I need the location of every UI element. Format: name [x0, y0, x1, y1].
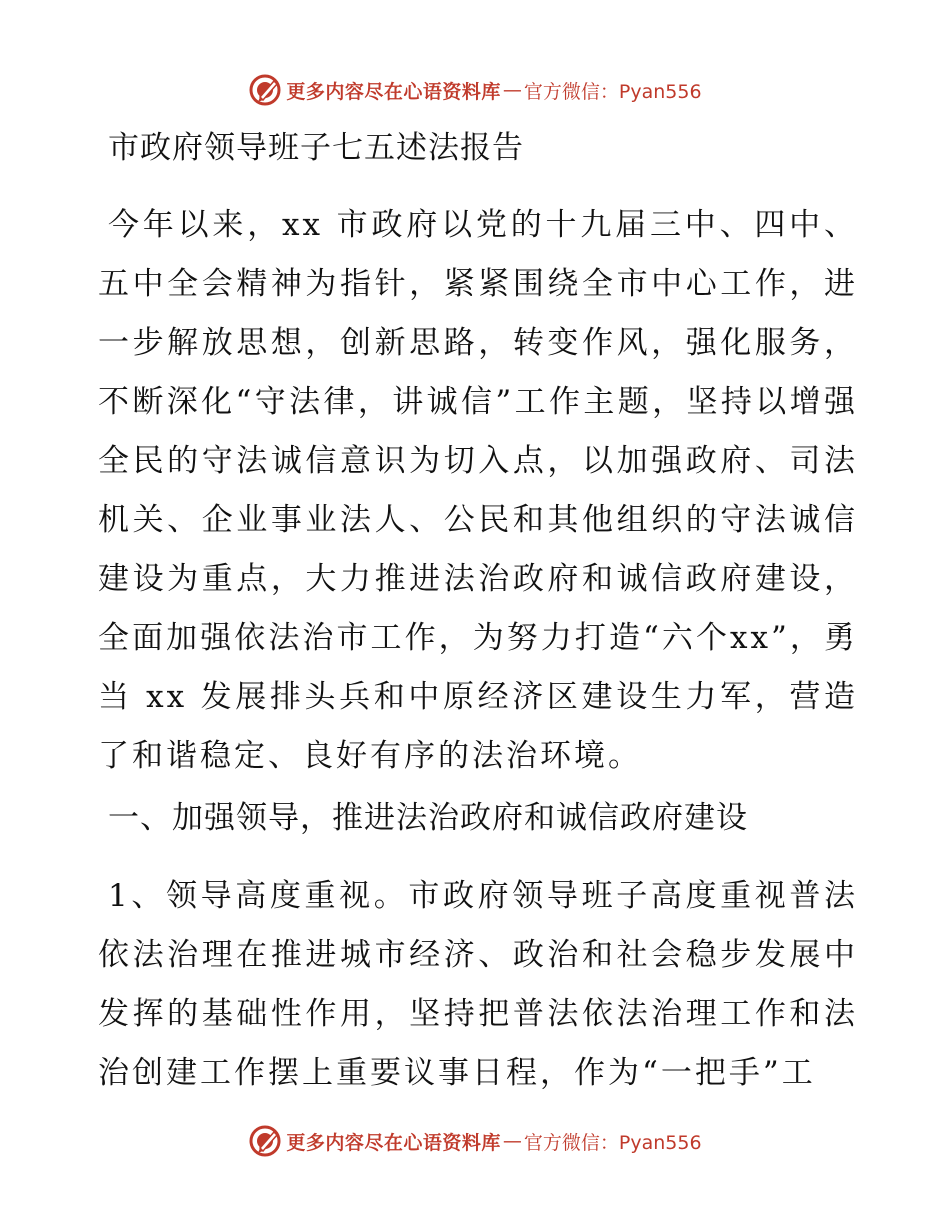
watermark-separator: — — [502, 1130, 522, 1152]
pen-logo-icon — [248, 73, 282, 107]
document-title: 市政府领导班子七五述法报告 — [108, 130, 524, 166]
watermark-site-text: 更多内容尽在心语资料库 — [286, 1131, 501, 1154]
watermark-separator: — — [502, 79, 522, 101]
watermark-wechat-text: 官方微信：Pyan556 — [523, 1131, 702, 1154]
watermark-header — [0, 70, 950, 110]
watermark-footer — [0, 1121, 950, 1161]
watermark-wechat-text: 官方微信：Pyan556 — [523, 80, 702, 103]
section-heading-1: 一、加强领导，推进法治政府和诚信政府建设 — [108, 800, 748, 836]
paragraph-leadership: 1、领导高度重视。市政府领导班子高度重视普法依法治理在推进城市经济、政治和社会稳步发展中发挥的基础性作用，坚持把普法依法治理工作和法治创建工作摆上重要议事日程，作为“一把手”工 — [98, 878, 858, 1091]
paragraph-intro: 今年以来，xx 市政府以党的十九届三中、四中、五中全会精神为指针，紧紧围绕全市中心工作，进一步解放思想，创新思路，转变作风，强化服务，不断深化“守法律，讲诚信”工作主题，坚持以增强全民的守法诚信意识为切入点，以加强政府、司法机关、企业事业法人、公民和其他组织的守法诚信建设为重点，大力推进法治政府和诚信政府建设，全面加强依法治市工作，为努力打造“六个xx”，勇当 xx 发展排头兵和中原经济区建设生力军，营造了和谐稳定、良好有序的法治环境。 — [98, 207, 858, 774]
pen-logo-icon — [248, 1124, 282, 1158]
watermark-site-text: 更多内容尽在心语资料库 — [286, 80, 501, 103]
